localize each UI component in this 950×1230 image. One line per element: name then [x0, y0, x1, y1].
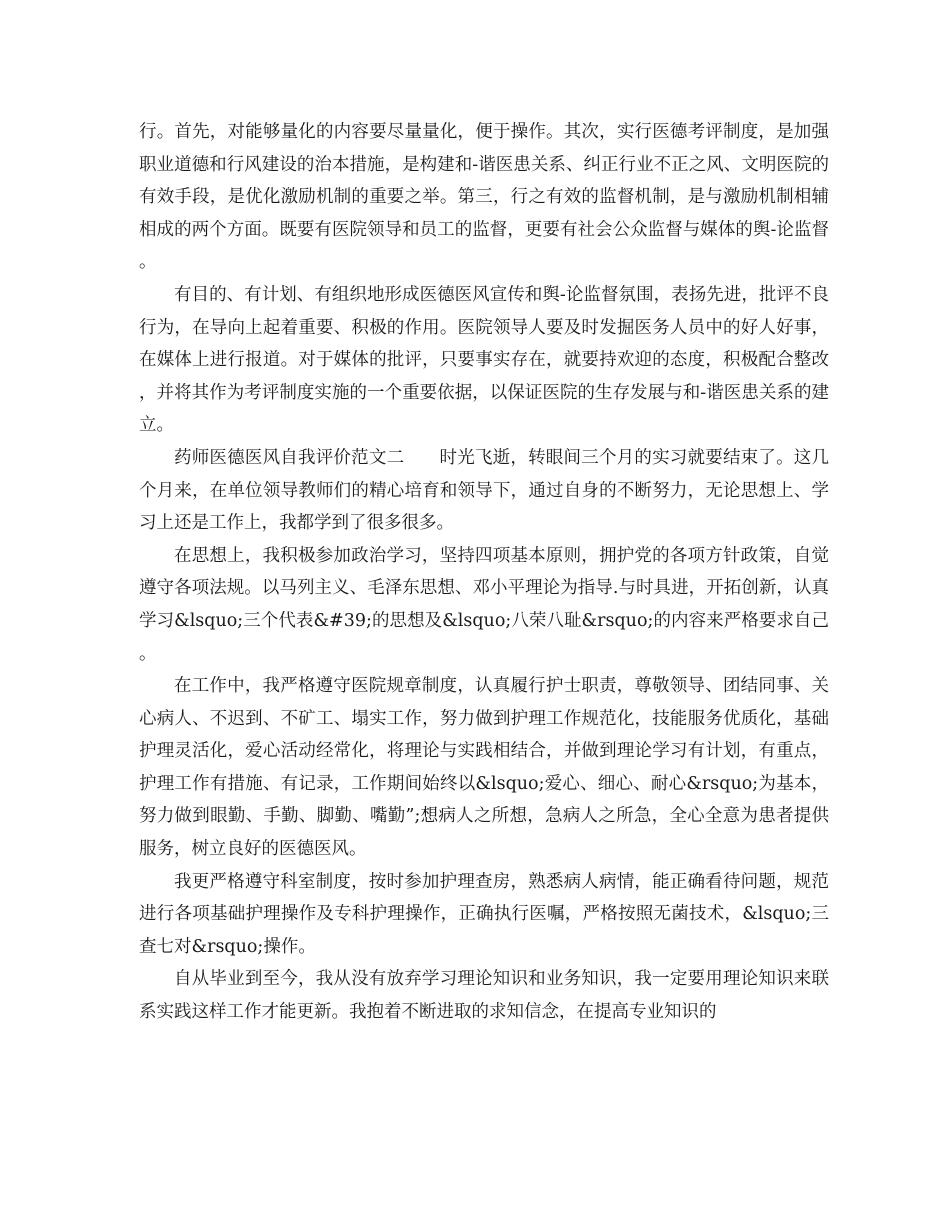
paragraph-1	[139, 116, 829, 279]
paragraph-text: 我更严格遵守科室制度，按时参加护理查房，熟悉病人病情，能正确看待问题，规范进行各项基础护理操作及专科护理操作，正确执行医嘱，严格按照无菌技术，&lsquo;三查七对&rsquo;操作。	[139, 871, 829, 957]
paragraph-text: 有目的、有计划、有组织地形成医德医风宣传和舆-论监督氛围，表扬先进，批评不良行为，在导向上起着重要、积极的作用。医院领导人要及时发掘医务人员中的好人好事，在媒体上进行报道。对于媒体的批评，只要事实存在，就要持欢迎的态度，积极配合整改，并将其作为考评制度实施的一个重要依据，以保证医院的生存发展与和-谐医患关系的建立。	[139, 284, 829, 436]
paragraph-7	[139, 963, 829, 1028]
paragraph-text: 行。首先，对能够量化的内容要尽量量化，便于操作。其次，实行医德考评制度，是加强职业道德和行风建设的治本措施，是构建和-谐医患关系、纠正行业不正之风、文明医院的有效手段，是优化激励机制的重要之举。第三，行之有效的监督机制，是与激励机制相辅相成的两个方面。既要有医院领导和员工的监督，更要有社会公众监督与媒体的舆-论监督。	[139, 122, 829, 273]
section-heading: 药师医德医风自我评价范文二	[174, 447, 405, 468]
paragraph-3	[139, 442, 829, 540]
paragraph-text: 在工作中，我严格遵守医院规章制度，认真履行护士职责，尊敬领导、团结同事、关心病人、不迟到、不矿工、塌实工作，努力做到护理工作规范化，技能服务优质化，基础护理灵活化，爱心活动经常化，将理论与实践相结合，并做到理论学习有计划，有重点，护理工作有措施、有记录，工作期间始终以&lsquo;爱心、细心、耐心&rsquo;为基本，努力做到眼勤、手勤、脚勤、嘴勤”;想病人之所想，急病人之所急，全心全意为患者提供服务，树立良好的医德医风。	[139, 676, 829, 860]
paragraph-text: 自从毕业到至今，我从没有放弃学习理论知识和业务知识，我一定要用理论知识来联系实践这样工作才能更新。我抱着不断进取的求知信念，在提高专业知识的	[139, 969, 829, 1023]
paragraph-text: 在思想上，我积极参加政治学习，坚持四项基本原则，拥护党的各项方针政策，自觉遵守各项法规。以马列主义、毛泽东思想、邓小平理论为指导.与时具进，开拓创新，认真学习&lsquo;三个代表&#39;的思想及&lsquo;八荣八耻&rsquo;的内容来严格要求自己。	[139, 545, 829, 664]
paragraph-4	[139, 540, 829, 670]
paragraph-5	[139, 670, 829, 866]
document-body	[139, 116, 829, 1029]
paragraph-6	[139, 866, 829, 964]
paragraph-text: 时光飞逝，转眼间三个月的实习就要结束了。这几个月来，在单位领导教师们的精心培育和领导下，通过自身的不断努力，无论思想上、学习上还是工作上，我都学到了很多很多。	[139, 447, 830, 534]
paragraph-2	[139, 279, 829, 442]
